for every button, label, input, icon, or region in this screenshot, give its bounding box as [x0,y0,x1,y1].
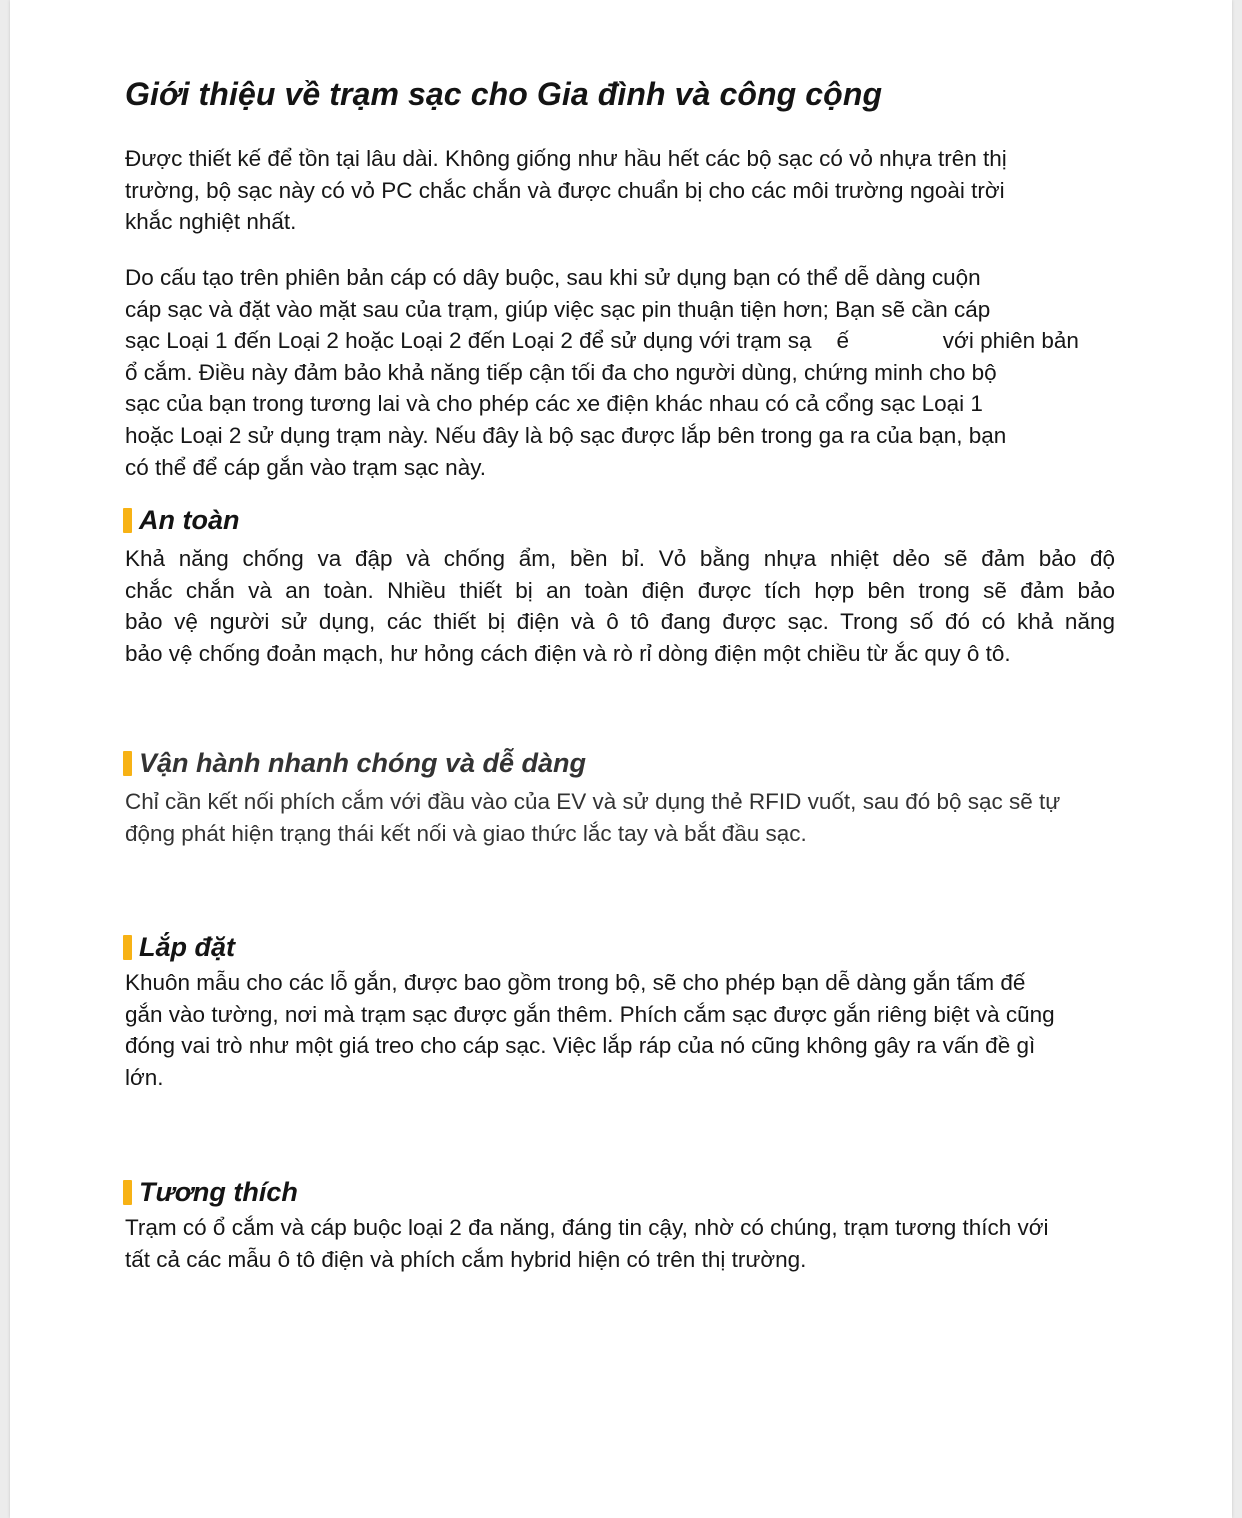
text-line: tất cả các mẫu ô tô điện và phích cắm hybrid hiện có trên thị trường. [125,1246,807,1272]
section-heading-safety [123,505,240,536]
section-body-safety [125,543,1115,669]
text-line: đóng vai trò như một giá treo cho cáp sạc. Việc lắp ráp của nó cũng không gây ra vấn đề gì [125,1033,1036,1059]
text-line: Do cấu tạo trên phiên bản cáp có dây buộc, sau khi sử dụng bạn có thể dễ dàng cuộn [125,265,981,290]
section-heading-label: Tương thích [139,1177,298,1207]
intro-paragraph-1 [125,143,1125,238]
text-line: bảo vệ người sử dụng, các thiết bị điện và ô tô đang được sạc. Trong số đó có khả năng [125,609,1115,635]
section-body-compatibility [125,1212,1165,1275]
text-line: Khả năng chống va đập và chống ẩm, bền bỉ. Vỏ bằng nhựa nhiệt dẻo sẽ đảm bảo độ [125,546,1115,571]
text-line: Được thiết kế để tồn tại lâu dài. Không giống như hầu hết các bộ sạc có vỏ nhựa trên thị [125,146,1007,171]
text-line: sạc của bạn trong tương lai và cho phép các xe điện khác nhau có cả cổng sạc Loại 1 [125,391,983,417]
text-line: trường, bộ sạc này có vỏ PC chắc chắn và được chuẩn bị cho các môi trường ngoài trời [125,177,1005,203]
section-heading-compatibility [123,1177,298,1208]
section-body-installation [125,967,1165,1093]
text-line: Khuôn mẫu cho các lỗ gắn, được bao gồm trong bộ, sẽ cho phép bạn dễ dàng gắn tấm đế [125,970,1026,995]
text-line: Chỉ cần kết nối phích cắm với đầu vào của EV và sử dụng thẻ RFID vuốt, sau đó bộ sạc sẽ tự [125,789,1061,814]
accent-bar [123,935,132,960]
accent-bar [123,1180,132,1205]
text-line: chắc chắn và an toàn. Nhiều thiết bị an toàn điện được tích hợp bên trong sẽ đảm bảo [125,577,1115,603]
section-heading-installation [123,932,235,963]
text-line: bảo vệ chống đoản mạch, hư hỏng cách điện và rò rỉ dòng điện một chiều từ ắc quy ô tô. [125,640,1011,666]
section-heading-label: An toàn [139,505,240,535]
text-line: ổ cắm. Điều này đảm bảo khả năng tiếp cận tối đa cho người dùng, chứng minh cho bộ [125,359,997,385]
section-body-operation [125,786,1165,849]
section-heading-label: Lắp đặt [139,932,236,962]
text-line: sạc Loại 1 đến Loại 2 hoặc Loại 2 đến Loại 2 để sử dụng với trạm sạ ế với phiên bản [125,328,1079,354]
text-line: hoặc Loại 2 sử dụng trạm này. Nếu đây là bộ sạc được lắp bên trong ga ra của bạn, bạn [125,422,1007,448]
text-line: Trạm có ổ cắm và cáp buộc loại 2 đa năng, đáng tin cậy, nhờ có chúng, trạm tương thích với [125,1215,1049,1240]
text-line: cáp sạc và đặt vào mặt sau của trạm, giúp việc sạc pin thuận tiện hơn; Bạn sẽ cần cáp [125,296,991,322]
text-line: động phát hiện trạng thái kết nối và giao thức lắc tay và bắt đầu sạc. [125,820,807,846]
document-page [10,0,1232,1518]
accent-bar [123,508,132,533]
section-heading-label: Vận hành nhanh chóng và dễ dàng [139,748,587,778]
page-title: Giới thiệu về trạm sạc cho Gia đình và công cộng [125,76,883,112]
text-line: lớn. [125,1064,164,1090]
text-line: gắn vào tường, nơi mà trạm sạc được gắn thêm. Phích cắm sạc được gắn riêng biệt và cũng [125,1001,1055,1027]
text-line: khắc nghiệt nhất. [125,209,297,235]
section-heading-operation [123,748,586,779]
intro-paragraph-2 [125,262,1165,483]
text-line: có thể để cáp gắn vào trạm sạc này. [125,454,487,480]
accent-bar [123,751,132,776]
